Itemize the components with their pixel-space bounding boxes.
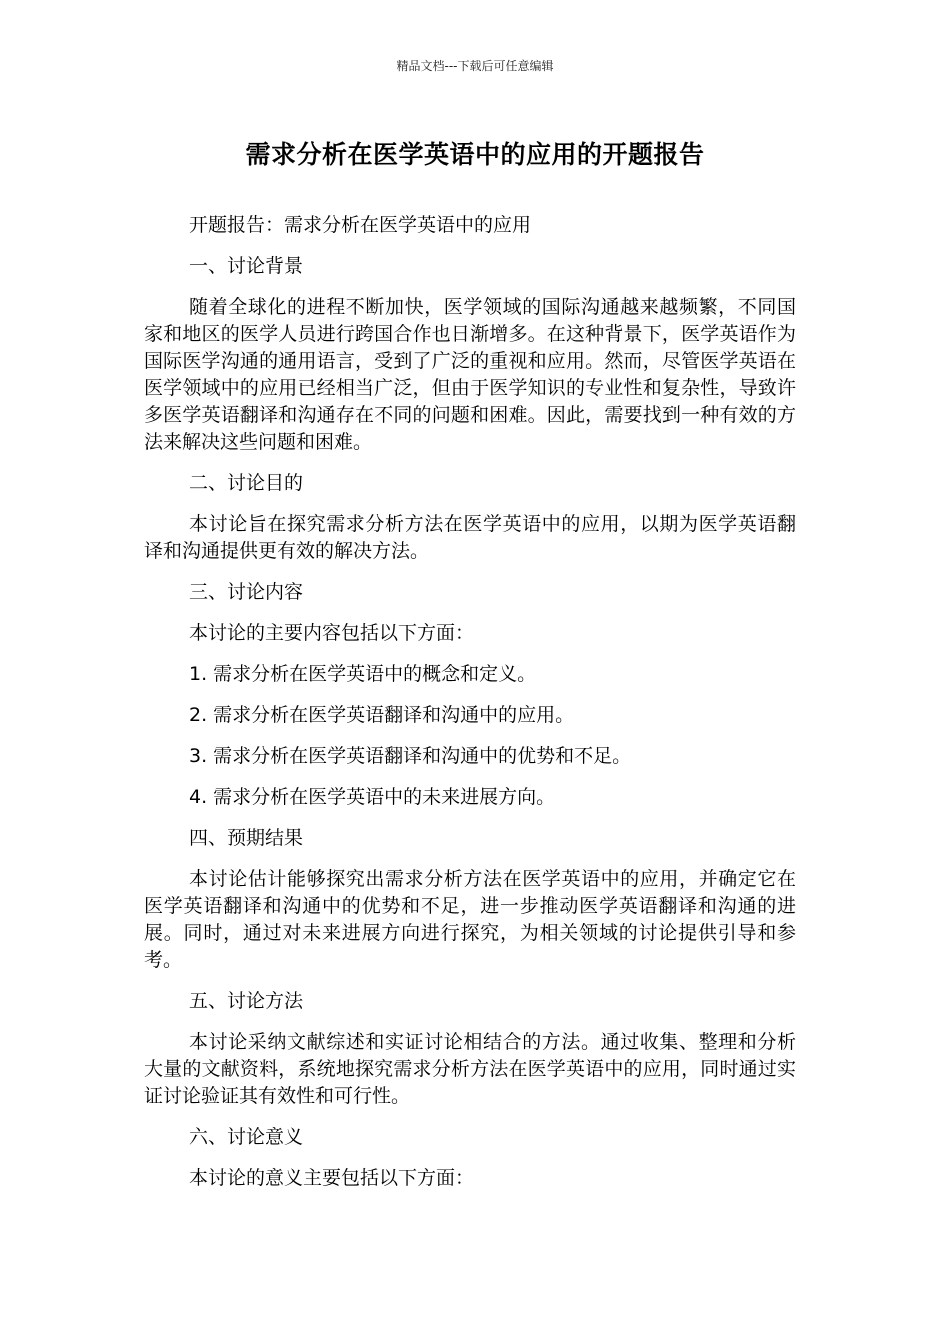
- paragraph-results: 本讨论估计能够探究出需求分析方法在医学英语中的应用，并确定它在医学英语翻译和沟通中的优势和不足，进一步推动医学英语翻译和沟通的进展。同时，通过对未来进展方向进行探究，为相关领域的讨论提供引导和参考。: [144, 868, 796, 971]
- document-body: [144, 212, 796, 1192]
- section-heading-content: 三、讨论内容: [189, 581, 304, 603]
- list-item: 3. 需求分析在医学英语翻译和沟通中的优势和不足。: [189, 745, 632, 767]
- report-subtitle: 开题报告：需求分析在医学英语中的应用: [189, 214, 532, 236]
- paragraph-background: 随着全球化的进程不断加快，医学领域的国际沟通越来越频繁，不同国家和地区的医学人员进行跨国合作也日渐增多。在这种背景下，医学英语作为国际医学沟通的通用语言，受到了广泛的重视和应用。然而，尽管医学英语在医学领域中的应用已经相当广泛，但由于医学知识的专业性和复杂性，导致许多医学英语翻译和沟通存在不同的问题和困难。因此，需要找到一种有效的方法来解决这些问题和困难。: [144, 296, 796, 453]
- paragraph-significance-intro: 本讨论的意义主要包括以下方面：: [189, 1167, 475, 1189]
- section-heading-significance: 六、讨论意义: [189, 1126, 304, 1148]
- header-note: 精品文档---下载后可任意编辑: [396, 59, 554, 73]
- list-item: 1. 需求分析在医学英语中的概念和定义。: [189, 663, 537, 685]
- section-heading-method: 五、讨论方法: [189, 990, 304, 1012]
- section-heading-background: 一、讨论背景: [189, 255, 304, 277]
- paragraph-purpose: 本讨论旨在探究需求分析方法在医学英语中的应用，以期为医学英语翻译和沟通提供更有效的解决方法。: [144, 513, 796, 562]
- paragraph-method: 本讨论采纳文献综述和实证讨论相结合的方法。通过收集、整理和分析大量的文献资料，系统地探究需求分析方法在医学英语中的应用，同时通过实证讨论验证其有效性和可行性。: [144, 1031, 796, 1107]
- list-item: 4. 需求分析在医学英语中的未来进展方向。: [189, 786, 556, 808]
- paragraph-content-intro: 本讨论的主要内容包括以下方面：: [189, 622, 475, 644]
- document-title: 需求分析在医学英语中的应用的开题报告: [245, 140, 705, 169]
- section-heading-purpose: 二、讨论目的: [189, 472, 304, 494]
- section-heading-results: 四、预期结果: [189, 827, 304, 849]
- list-item: 2. 需求分析在医学英语翻译和沟通中的应用。: [189, 704, 575, 726]
